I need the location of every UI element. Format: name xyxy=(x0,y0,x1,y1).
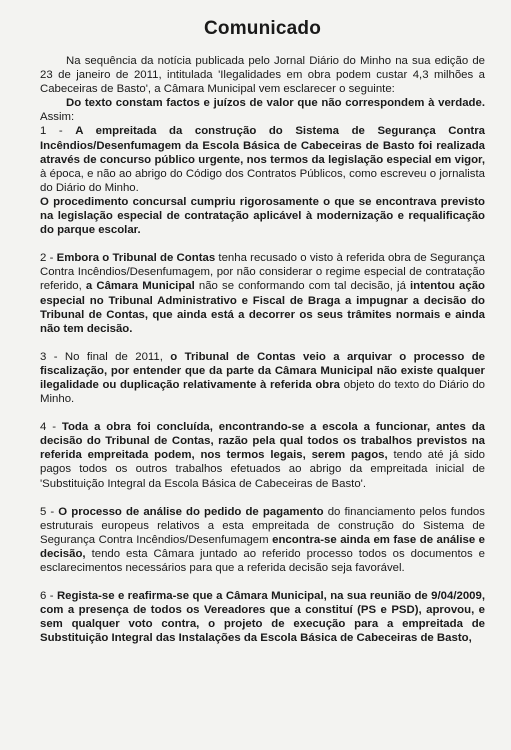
item-1-conclusion xyxy=(40,195,485,237)
document-title: Comunicado xyxy=(203,18,322,39)
item-1-prefix: 1 - xyxy=(40,125,76,138)
item-6-bold-1: Regista-se e reafirma-se que a Câmara Municipal, na sua reunião de 9/04/2009, com a presença de todos os Vereadores que a constituí (PS e PSD), aprovou, e sem qualquer voto contra, o projeto de execução para a empreitada de Substituição Integral das Instalações da Escola Básica de Cabeceiras de Basto, xyxy=(40,590,485,645)
item-5-text-2: tendo esta Câmara juntado ao referido processo todos os documentos e esclarecimentos necessários para que a referida decisão seja favorável. xyxy=(40,547,485,574)
item-1-bold-1: A empreitada da construção do Sistema de Segurança Contra Incêndios/Desenfumagem da Escola Básica de Cabeceiras de Basto foi realizada através de concurso público urgente, nos termos da legislação especial em vigor, xyxy=(40,125,485,166)
item-1-bold-2: O procedimento concursal cumpriu rigorosamente o que se encontrava previsto na legislação especial de contratação aplicável à modernização e requalificação do parque escolar. xyxy=(40,195,485,237)
intro-statement-bold: Do texto constam factos e juízos de valor que não correspondem à verdade. xyxy=(66,97,485,110)
item-3-bold-1: o Tribunal de Contas veio a arquivar o processo de fiscalização, por entender que da parte da Câmara Municipal não existe qualquer ilegalidade ou duplicação relativamente à referida obra xyxy=(40,350,485,391)
item-2-bold-1: Embora o Tribunal de Contas xyxy=(56,252,216,265)
item-2-bold-3: intentou ação especial no Tribunal Administrativo e Fiscal de Braga a impugnar a decisão do Tribunal de Contas, que ainda está a decorrer os seus trâmites normais e ainda não tem decisão. xyxy=(40,280,486,335)
item-1 xyxy=(40,124,485,194)
item-3-text-2: objeto do texto do Diário do Minho. xyxy=(40,378,486,406)
item-6-prefix: 6 - xyxy=(40,590,57,603)
item-6 xyxy=(40,589,485,645)
item-2-text-1: tenha recusado o visto à referida obra de Segurança Contra Incêndios/Desenfumagem, por não considerar o regime especial de contratação referido, xyxy=(40,252,485,293)
intro-statement xyxy=(40,96,485,124)
item-2 xyxy=(40,251,485,336)
item-2-text-2: não se conformando com tal decisão, já xyxy=(194,280,411,293)
intro-paragraph: Na sequência da notícia publicada pelo Jornal Diário do Minho na sua edição de 23 de janeiro de 2011, intitulada 'Ilegalidades em obra podem custar 4,3 milhões a Cabeceiras de Basto', a Câmara Municipal vem esclarecer o seguinte: xyxy=(40,55,485,96)
item-4-bold-1: Toda a obra foi concluída, encontrando-se a escola a funcionar, antes da decisão do Tribunal de Contas, razão pela qual todos os trabalhos previstos na referida empreitada podem, nos termos legais, serem pagos, xyxy=(40,421,485,462)
item-4 xyxy=(40,420,485,490)
item-5-bold-2: encontra-se ainda em fase de análise e decisão, xyxy=(40,533,485,560)
item-3-text-1: No final de 2011, xyxy=(64,350,171,363)
item-2-prefix: 2 - xyxy=(40,252,57,265)
item-3-prefix: 3 - xyxy=(40,350,65,363)
item-5-text-1: do financiamento pelos fundos estruturais europeus relativos a esta empreitada de construção do Sistema de Segurança Contra Incêndios/Desenfumagem xyxy=(40,505,485,546)
item-5 xyxy=(40,505,485,575)
intro-statement-tail: Assim: xyxy=(40,111,75,124)
item-5-bold-1: O processo de análise do pedido de pagamento xyxy=(58,505,324,518)
item-3 xyxy=(40,350,485,406)
item-4-prefix: 4 - xyxy=(40,421,62,434)
item-2-bold-2: a Câmara Municipal xyxy=(85,280,195,293)
item-1-text-1: à época, e não ao abrigo do Código dos Contratos Públicos, como escreveu o jornalista do Diário do Minho. xyxy=(40,167,485,194)
item-5-prefix: 5 - xyxy=(40,505,59,518)
item-4-text-1: tendo até já sido pagos todos os outros trabalhos efetuados ao abrigo da empreitada inicial de 'Substituição Integral da Escola Básica de Cabeceiras de Basto'. xyxy=(40,449,485,490)
